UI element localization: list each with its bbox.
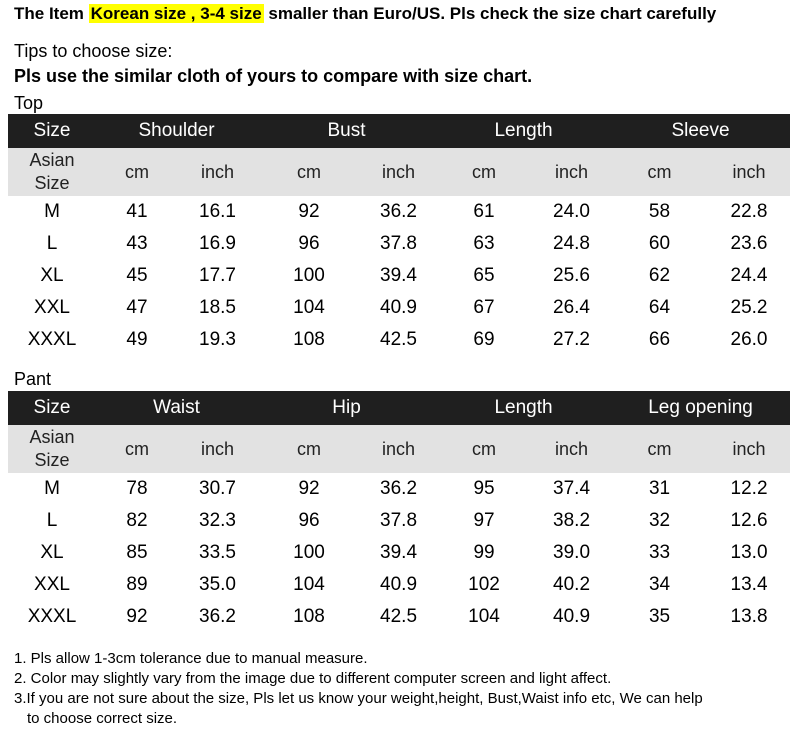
- unit-inch: inch: [554, 161, 589, 182]
- header-size: Size: [33, 120, 71, 141]
- table-cell: 58: [648, 201, 671, 222]
- table-cell: 66: [648, 329, 671, 350]
- table-cell: 97: [473, 510, 495, 531]
- table-cell: 65: [473, 265, 495, 286]
- headline-highlight: Korean size , 3-4 size: [90, 4, 262, 23]
- headline: [14, 4, 716, 24]
- table-cell: 37.8: [380, 510, 418, 531]
- table-cell: 40.9: [380, 297, 417, 318]
- table-cell: 104: [468, 606, 500, 627]
- table-row: [8, 601, 790, 633]
- table-cell: 23.6: [730, 233, 768, 254]
- size-cell: XL: [40, 542, 64, 563]
- size-cell: M: [44, 478, 60, 499]
- header-length: Length: [494, 397, 553, 418]
- table-cell: 104: [293, 297, 325, 318]
- unit-inch: inch: [732, 438, 766, 459]
- table-row: [8, 473, 790, 505]
- table-cell: 62: [648, 265, 671, 286]
- header-leg-opening: Leg opening: [648, 397, 753, 418]
- table-cell: 92: [126, 606, 148, 627]
- table-cell: 12.6: [730, 510, 768, 531]
- header-shoulder: Shoulder: [138, 120, 215, 141]
- table-cell: 36.2: [380, 201, 417, 222]
- table-cell: 18.5: [199, 297, 236, 318]
- table-cell: 96: [298, 233, 320, 254]
- pant-unit-row: [8, 425, 790, 473]
- header-hip: Hip: [332, 397, 361, 418]
- tips-title: Tips to choose size:: [14, 41, 173, 61]
- size-cell: M: [44, 201, 60, 222]
- table-cell: 34: [648, 574, 671, 595]
- top-table-body: [8, 148, 790, 356]
- header-sleeve: Sleeve: [671, 120, 730, 141]
- pant-section-label: Pant: [14, 369, 52, 389]
- table-cell: 61: [473, 201, 495, 222]
- table-cell: 96: [298, 510, 320, 531]
- table-row: [8, 196, 790, 228]
- table-row: [8, 260, 790, 292]
- table-cell: 31: [648, 478, 671, 499]
- notes-list: [14, 649, 794, 729]
- asian-size-label: Asian Size: [29, 427, 75, 470]
- table-cell: 85: [126, 542, 148, 563]
- header-size: Size: [33, 397, 71, 418]
- table-cell: 13.4: [730, 574, 768, 595]
- unit-inch: inch: [200, 161, 235, 182]
- table-cell: 82: [126, 510, 148, 531]
- table-cell: 102: [468, 574, 500, 595]
- table-cell: 33: [648, 542, 671, 563]
- table-cell: 63: [473, 233, 495, 254]
- table-row: [8, 505, 790, 537]
- table-cell: 13.8: [730, 606, 768, 627]
- table-cell: 13.0: [730, 542, 768, 563]
- table-cell: 47: [126, 297, 148, 318]
- table-cell: 19.3: [199, 329, 236, 350]
- unit-cm: cm: [647, 161, 672, 182]
- table-cell: 41: [126, 201, 148, 222]
- unit-inch: inch: [381, 161, 416, 182]
- unit-cm: cm: [125, 438, 149, 459]
- table-cell: 36.2: [380, 478, 418, 499]
- headline-suffix: smaller than Euro/US. Pls check the size chart carefully: [268, 4, 717, 23]
- table-cell: 25.6: [553, 265, 590, 286]
- unit-cm: cm: [472, 161, 496, 182]
- table-cell: 43: [126, 233, 148, 254]
- header-bust: Bust: [327, 120, 366, 141]
- table-cell: 38.2: [553, 510, 591, 531]
- table-cell: 40.9: [553, 606, 591, 627]
- unit-cm: cm: [297, 438, 322, 459]
- table-cell: 100: [293, 542, 325, 563]
- unit-cm: cm: [297, 161, 321, 182]
- table-cell: 39.4: [380, 542, 418, 563]
- table-cell: 33.5: [199, 542, 236, 563]
- table-row: [8, 569, 790, 601]
- table-cell: 17.7: [199, 265, 236, 286]
- top-header-row: [8, 114, 790, 148]
- asian-size-label: Asian Size: [29, 150, 75, 193]
- top-size-table: [8, 114, 790, 356]
- table-cell: 32: [648, 510, 671, 531]
- size-cell: L: [46, 233, 58, 254]
- table-cell: 78: [126, 478, 148, 499]
- table-cell: 25.2: [730, 297, 768, 318]
- unit-cm: cm: [472, 438, 497, 459]
- table-cell: 100: [293, 265, 325, 286]
- top-unit-row: [8, 148, 790, 196]
- table-cell: 39.0: [553, 542, 591, 563]
- table-cell: 26.0: [730, 329, 768, 350]
- headline-prefix: The Item: [14, 4, 84, 23]
- table-row: [8, 324, 790, 356]
- table-cell: 32.3: [199, 510, 236, 531]
- table-cell: 89: [126, 574, 148, 595]
- table-cell: 37.8: [380, 233, 417, 254]
- table-cell: 42.5: [380, 606, 418, 627]
- size-cell: XXXL: [27, 329, 77, 350]
- table-cell: 30.7: [199, 478, 236, 499]
- pant-table-body: [8, 425, 790, 633]
- unit-cm: cm: [647, 438, 672, 459]
- table-cell: 60: [648, 233, 671, 254]
- table-cell: 40.2: [553, 574, 591, 595]
- table-cell: 35.0: [199, 574, 236, 595]
- table-cell: 24.0: [553, 201, 590, 222]
- table-cell: 16.1: [199, 201, 236, 222]
- size-cell: XL: [40, 265, 64, 286]
- pant-size-table: [8, 391, 790, 633]
- note-item: 3.If you are not sure about the size, Pls let us know your weight,height, Bust,Waist info etc, We can help: [14, 690, 703, 707]
- table-cell: 108: [293, 606, 325, 627]
- header-waist: Waist: [153, 397, 200, 418]
- table-cell: 40.9: [380, 574, 418, 595]
- note-item: 2. Color may slightly vary from the image due to different computer screen and light affect.: [14, 670, 612, 687]
- table-row: [8, 537, 790, 569]
- unit-inch: inch: [555, 438, 589, 459]
- table-cell: 37.4: [553, 478, 591, 499]
- table-cell: 16.9: [199, 233, 236, 254]
- table-cell: 22.8: [730, 201, 768, 222]
- table-cell: 92: [298, 478, 320, 499]
- table-cell: 39.4: [380, 265, 417, 286]
- note-item: to choose correct size.: [27, 710, 178, 727]
- size-cell: XXXL: [27, 606, 77, 627]
- size-cell: XXL: [34, 574, 70, 595]
- table-cell: 104: [293, 574, 325, 595]
- table-cell: 99: [473, 542, 495, 563]
- unit-cm: cm: [125, 161, 149, 182]
- table-cell: 26.4: [553, 297, 590, 318]
- table-cell: 108: [293, 329, 325, 350]
- table-row: [8, 228, 790, 260]
- unit-inch: inch: [200, 438, 235, 459]
- size-cell: XXL: [34, 297, 70, 318]
- table-cell: 92: [298, 201, 320, 222]
- tips-advice: Pls use the similar cloth of yours to compare with size chart.: [14, 66, 533, 86]
- table-cell: 64: [648, 297, 671, 318]
- size-cell: L: [46, 510, 58, 531]
- table-cell: 69: [473, 329, 495, 350]
- unit-inch: inch: [732, 161, 766, 182]
- table-cell: 45: [126, 265, 148, 286]
- header-length: Length: [494, 120, 553, 141]
- table-cell: 12.2: [730, 478, 768, 499]
- table-cell: 36.2: [199, 606, 236, 627]
- unit-inch: inch: [382, 438, 416, 459]
- table-cell: 35: [648, 606, 671, 627]
- table-cell: 42.5: [380, 329, 417, 350]
- note-item: 1. Pls allow 1-3cm tolerance due to manual measure.: [14, 650, 368, 667]
- table-cell: 67: [473, 297, 495, 318]
- table-cell: 24.8: [553, 233, 590, 254]
- table-cell: 27.2: [553, 329, 590, 350]
- table-row: [8, 292, 790, 324]
- table-cell: 49: [126, 329, 148, 350]
- top-section-label: Top: [14, 93, 44, 113]
- table-cell: 24.4: [730, 265, 768, 286]
- pant-header-row: [8, 391, 790, 425]
- table-cell: 95: [473, 478, 495, 499]
